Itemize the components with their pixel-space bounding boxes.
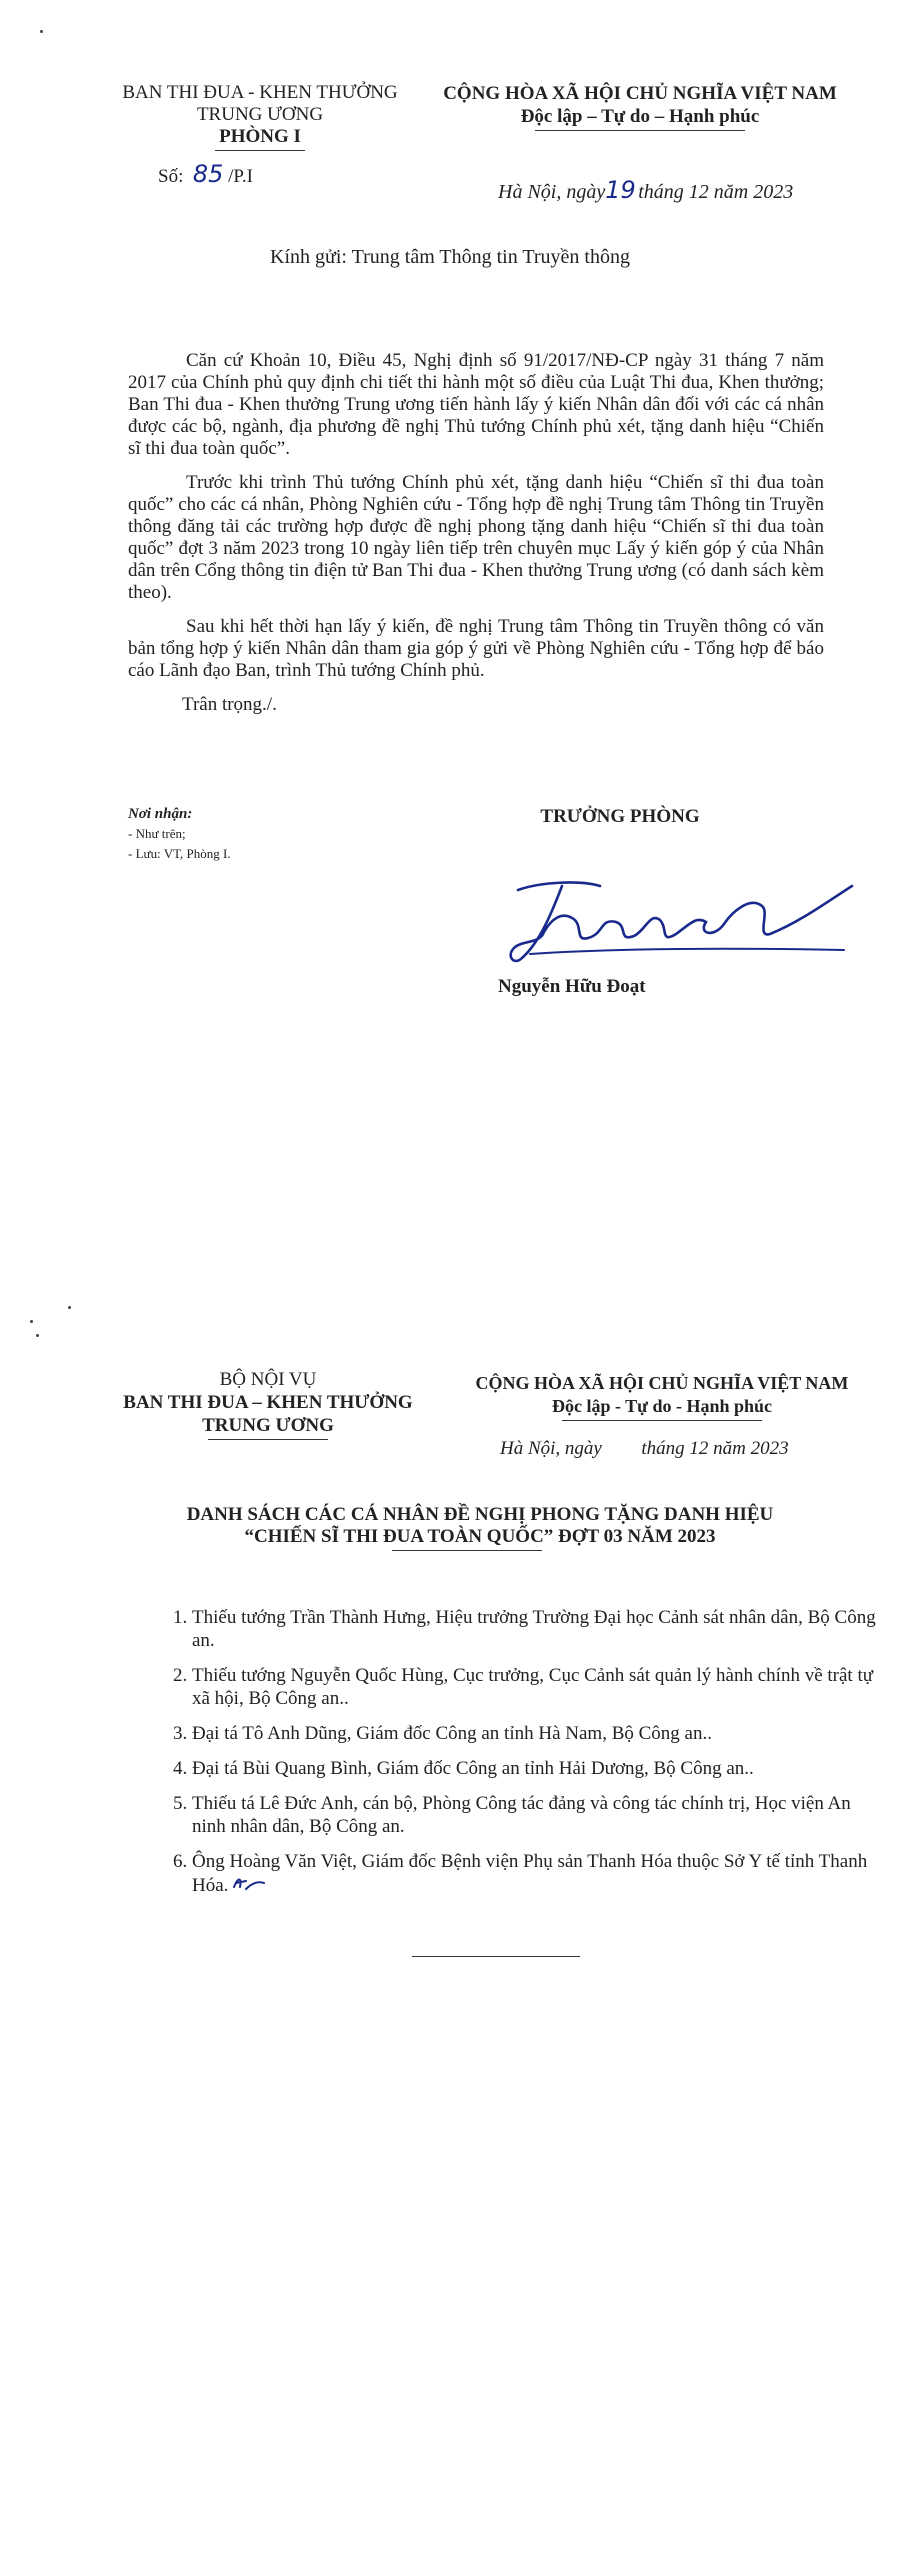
issuing-organization (110, 82, 410, 151)
scan-speck (30, 1320, 33, 1323)
recipient-item: - Như trên; (128, 826, 186, 841)
list-end-rule (412, 1956, 580, 1957)
list-national-header (462, 1372, 862, 1421)
doc-number-value: 85 (192, 160, 224, 188)
body-paragraph-1: Căn cứ Khoản 10, Điều 45, Nghị định số 91/2017/NĐ-CP ngày 31 tháng 7 năm 2017 của Chính phủ quy định chi tiết thi hành một số điều của Luật Thi đua, Khen thưởng; Ban Thi đua - Khen thưởng Trung ương tiến hành lấy ý kiến Nhân dân đối với các cá nhân được các bộ, ngành, địa phương đề nghị Thủ tướng Chính phủ xét, tặng danh hiệu “Chiến sĩ thi đua toàn quốc”. (128, 350, 824, 459)
list-item-text: Ông Hoàng Văn Việt, Giám đốc Bệnh viện Phụ sản Thanh Hóa thuộc Sở Y tế tỉnh Thanh Hóa. (192, 1851, 868, 1896)
list-title-line-2: “CHIẾN SĨ THI ĐUA TOÀN QUỐC” ĐỢT 03 NĂM 2023 (244, 1526, 716, 1547)
letter-date (498, 176, 793, 204)
list-org-line-2: TRUNG ƯƠNG (202, 1415, 334, 1436)
date-prefix: Hà Nội, ngày (498, 181, 606, 203)
letter-body (128, 350, 824, 728)
list-date-prefix: Hà Nội, ngày (500, 1438, 602, 1459)
scan-speck (40, 30, 43, 33)
scan-speck (68, 1306, 71, 1309)
national-header (430, 82, 850, 131)
handwritten-signature (500, 872, 860, 972)
list-date (500, 1438, 789, 1460)
org-department: PHÒNG I (219, 126, 301, 147)
list-motto-underline (562, 1420, 762, 1421)
list-national-motto: Độc lập - Tự do - Hạnh phúc (551, 1396, 773, 1416)
scan-speck (36, 1334, 39, 1337)
ministry-name: BỘ NỘI VỤ (219, 1369, 317, 1390)
list-item: 5. Thiếu tá Lê Đức Anh, cán bộ, Phòng Công tác đảng và công tác chính trị, Học viện An ninh nhân dân, Bộ Công an. (192, 1792, 882, 1838)
list-title-line-1: DANH SÁCH CÁC CÁ NHÂN ĐỀ NGHỊ PHONG TẶNG DANH HIỆU (186, 1504, 774, 1525)
recipients-block (128, 804, 388, 864)
org-underline (215, 150, 305, 151)
list-item: 4. Đại tá Bùi Quang Bình, Giám đốc Công an tỉnh Hải Dương, Bộ Công an.. (192, 1757, 882, 1780)
nominee-list (162, 1606, 882, 1909)
doc-number-label: Số: (158, 166, 184, 187)
list-item: 2. Thiếu tướng Nguyễn Quốc Hùng, Cục trưởng, Cục Cảnh sát quản lý hành chính về trật tự xã hội, Bộ Công an.. (192, 1664, 882, 1710)
list-item: 3. Đại tá Tô Anh Dũng, Giám đốc Công an tỉnh Hà Nam, Bộ Công an.. (192, 1722, 882, 1745)
recipients-label: Nơi nhận: (128, 806, 193, 822)
signature-label: Đoạt (680, 934, 682, 935)
list-org-underline (208, 1439, 328, 1440)
list-item: 1. Thiếu tướng Trần Thành Hưng, Hiệu trưởng Trường Đại học Cảnh sát nhân dân, Bộ Công an. (192, 1606, 882, 1652)
doc-number-suffix: /P.I (228, 166, 253, 187)
list-national-title: CỘNG HÒA XÃ HỘI CHỦ NGHĨA VIỆT NAM (475, 1373, 849, 1393)
list-org-line-1: BAN THI ĐUA – KHEN THƯỞNG (123, 1392, 413, 1413)
org-line-2: TRUNG ƯƠNG (196, 104, 324, 125)
list-page (0, 1290, 900, 2560)
list-title (120, 1504, 840, 1551)
document-number (158, 160, 253, 188)
national-motto: Độc lập – Tự do – Hạnh phúc (520, 106, 760, 127)
initials-mark (228, 1873, 268, 1895)
body-paragraph-2: Trước khi trình Thủ tướng Chính phủ xét, tặng danh hiệu “Chiến sĩ thi đua toàn quốc” cho các cá nhân, Phòng Nghiên cứu - Tổng hợp đề nghị Trung tâm Thông tin Truyền thông đăng tải các trường hợp được đề nghị phong tặng danh hiệu “Chiến sĩ thi đua toàn quốc” đợt 3 năm 2023 trong 10 ngày liên tiếp trên chuyên mục Lấy ý kiến góp ý của Nhân dân trên Cổng thông tin điện tử Ban Thi đua - Khen thưởng Trung ương (có danh sách kèm theo). (128, 472, 824, 603)
recipient-item: - Lưu: VT, Phòng I. (128, 846, 231, 861)
list-date-suffix: tháng 12 năm 2023 (641, 1438, 789, 1459)
signer-name: Nguyễn Hữu Đoạt (498, 976, 646, 997)
signer-title: TRƯỞNG PHÒNG (540, 806, 700, 827)
list-title-underline (392, 1550, 542, 1551)
date-suffix: tháng 12 năm 2023 (638, 181, 794, 203)
greeting: Kính gửi: Trung tâm Thông tin Truyền thông (270, 246, 630, 268)
body-paragraph-3: Sau khi hết thời hạn lấy ý kiến, đề nghị Trung tâm Thông tin Truyền thông có văn bản tổng hợp ý kiến Nhân dân tham gia góp ý gửi về Phòng Nghiên cứu - Tổng hợp để báo cáo Lãnh đạo Ban, trình Thủ tướng Chính phủ. (128, 616, 824, 681)
national-title: CỘNG HÒA XÃ HỘI CHỦ NGHĨA VIỆT NAM (443, 83, 837, 104)
body-closing: Trân trọng./. (182, 694, 277, 715)
org-line-1: BAN THI ĐUA - KHEN THƯỞNG (122, 82, 398, 103)
list-item (192, 1850, 882, 1897)
motto-underline (535, 130, 745, 131)
date-day: 19 (605, 176, 636, 204)
list-issuing-organization (118, 1368, 418, 1440)
